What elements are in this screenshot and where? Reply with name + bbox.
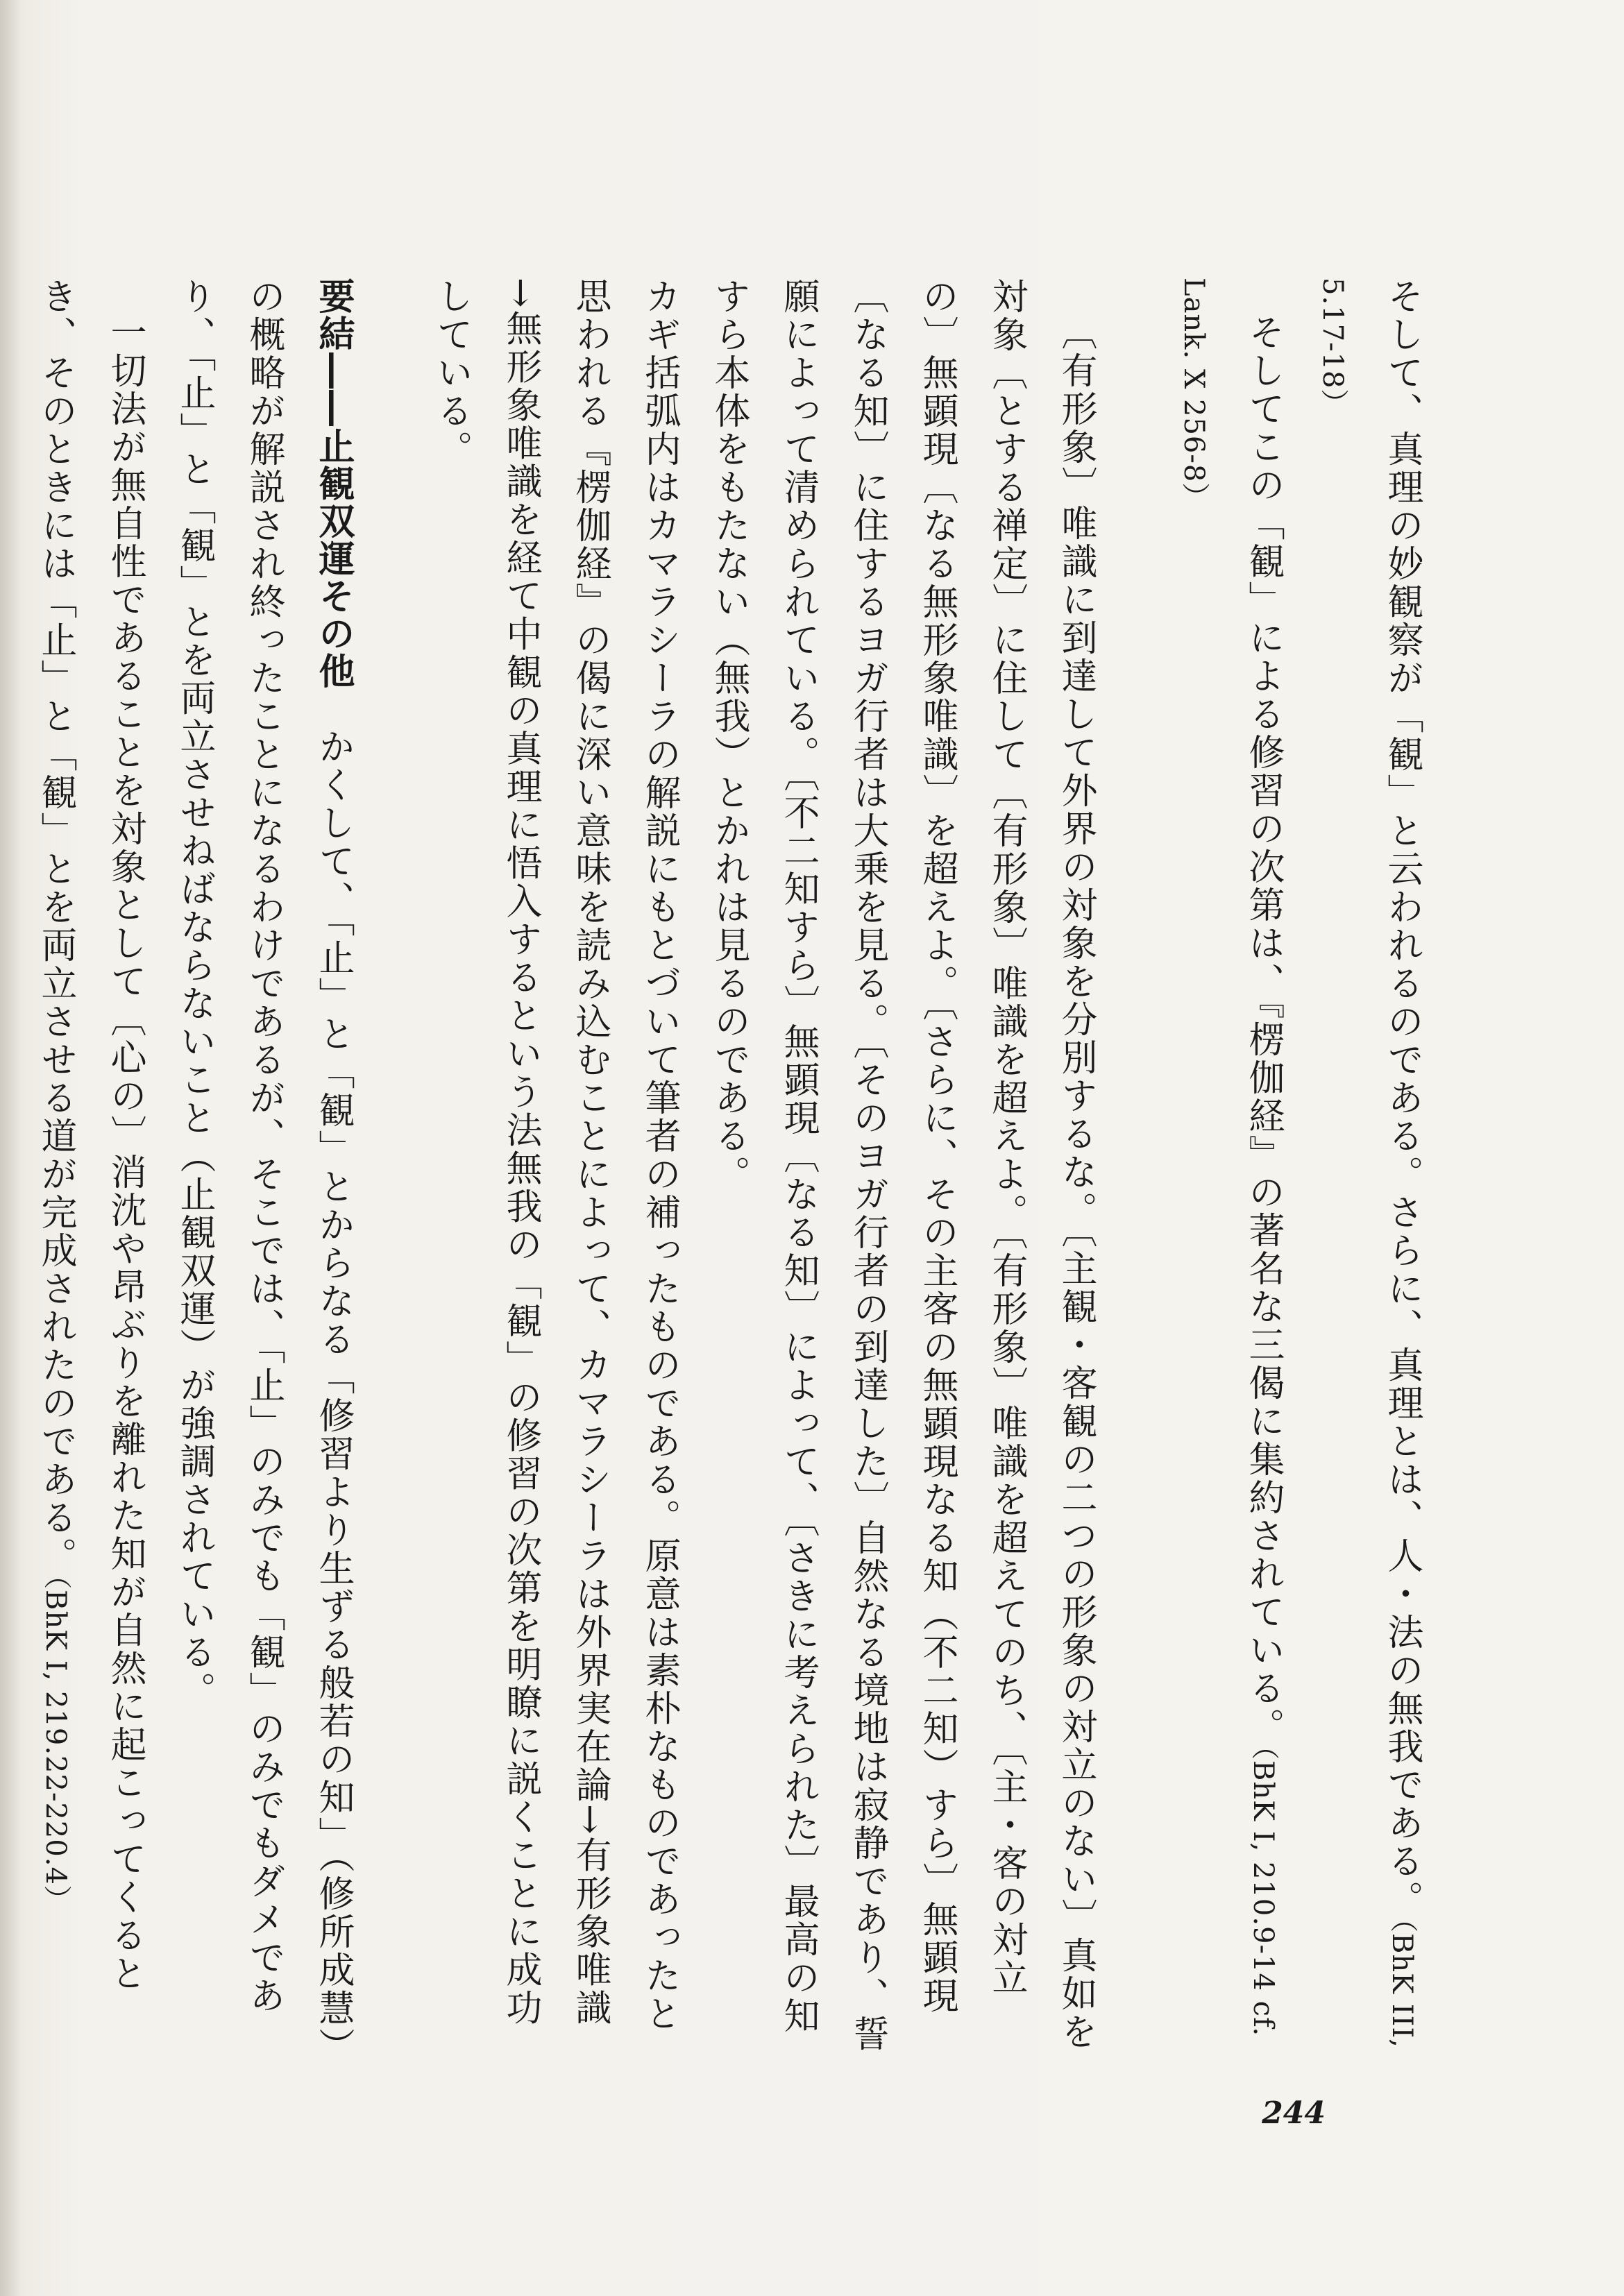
section-gap-before-heading bbox=[368, 278, 416, 2054]
page-number: 244 bbox=[1262, 2095, 1326, 2131]
paragraph-commentary bbox=[416, 278, 694, 2054]
paragraph-1-citation: （BhK III, 5.17-18） bbox=[1317, 278, 1418, 2048]
section-summary bbox=[160, 278, 368, 2054]
paragraph-1 bbox=[1298, 278, 1437, 2054]
section-heading: 要結――止観双運その他 bbox=[312, 278, 354, 690]
paragraph-1-text: そして、真理の妙観察が「観」と云われるのである。さらに、真理とは、人・法の無我である。 bbox=[1381, 278, 1423, 1919]
block-quote-gap-before bbox=[1110, 278, 1159, 2054]
paragraph-2-citation: （BhK I, 210.9-14 cf. Lank. X 256-8） bbox=[1178, 278, 1279, 2037]
sutra-verse-text: 〔有形象〕唯識に到達して外界の対象を分別するな。〔主観・客観の二つの形象の対立のない〕真如を対象〔とする禅定〕に住して〔有形象〕唯識を超えよ。〔有形象〕唯識を超えてのち、〔主・客の対立の〕無顕現〔なる無形象唯識〕を超えよ。〔さらに、その主客の無顕現なる知（不二知）すら〕無顕現〔なる知〕に住するヨガ行者は大乗を見る。〔そのヨガ行者の到達した〕自然なる境地は寂静であり、誓願によって清められている。〔不二知すら〕無顕現〔なる知〕によって、〔さきに考えられた〕最高の知すら本体をもたない（無我）とかれは見るのである。 bbox=[708, 278, 1097, 2053]
paragraph-commentary-text: カギ括弧内はカマラシーラの解説にもとづいて筆者の補ったものである。原意は素朴なものであったと思われる『楞伽経』の偈に深い意味を読み込むことによって、カマラシーラは外界実在論→有形象唯識→無形象唯識を経て中観の真理に悟入するという法無我の「観」の修習の次第を明瞭に説くことに成功している。 bbox=[430, 278, 680, 2033]
paragraph-2 bbox=[1159, 278, 1298, 2054]
paragraph-final-citation: （BhK I, 219.22-220.4） bbox=[40, 1575, 71, 1914]
sutra-verse-quote bbox=[694, 278, 1110, 2054]
paragraph-final-text: 一切法が無自性であることを対象として〔心の〕消沈や昂ぶりを離れた知が自然に起こってくるとき、そのときには「止」と「観」とを両立させる道が完成されたのである。 bbox=[35, 278, 146, 1993]
binding-shadow bbox=[0, 0, 21, 2296]
section-summary-text: かくして、「止」と「観」とからなる「修習より生ずる般若の知」（修所成慧）の概略が解説され終ったことになるわけであるが、そこでは、「止」のみでも「観」のみでもダメであり、「止」と「観」とを両立させねばならないこと（止観双運）が強調されている。 bbox=[174, 278, 354, 2048]
vertical-text-body bbox=[21, 278, 1437, 2054]
paragraph-final bbox=[21, 278, 160, 2054]
paragraph-2-text: そしてこの「観」による修習の次第は、『楞伽経』の著名な三偈に集約されている。 bbox=[1242, 314, 1284, 1746]
